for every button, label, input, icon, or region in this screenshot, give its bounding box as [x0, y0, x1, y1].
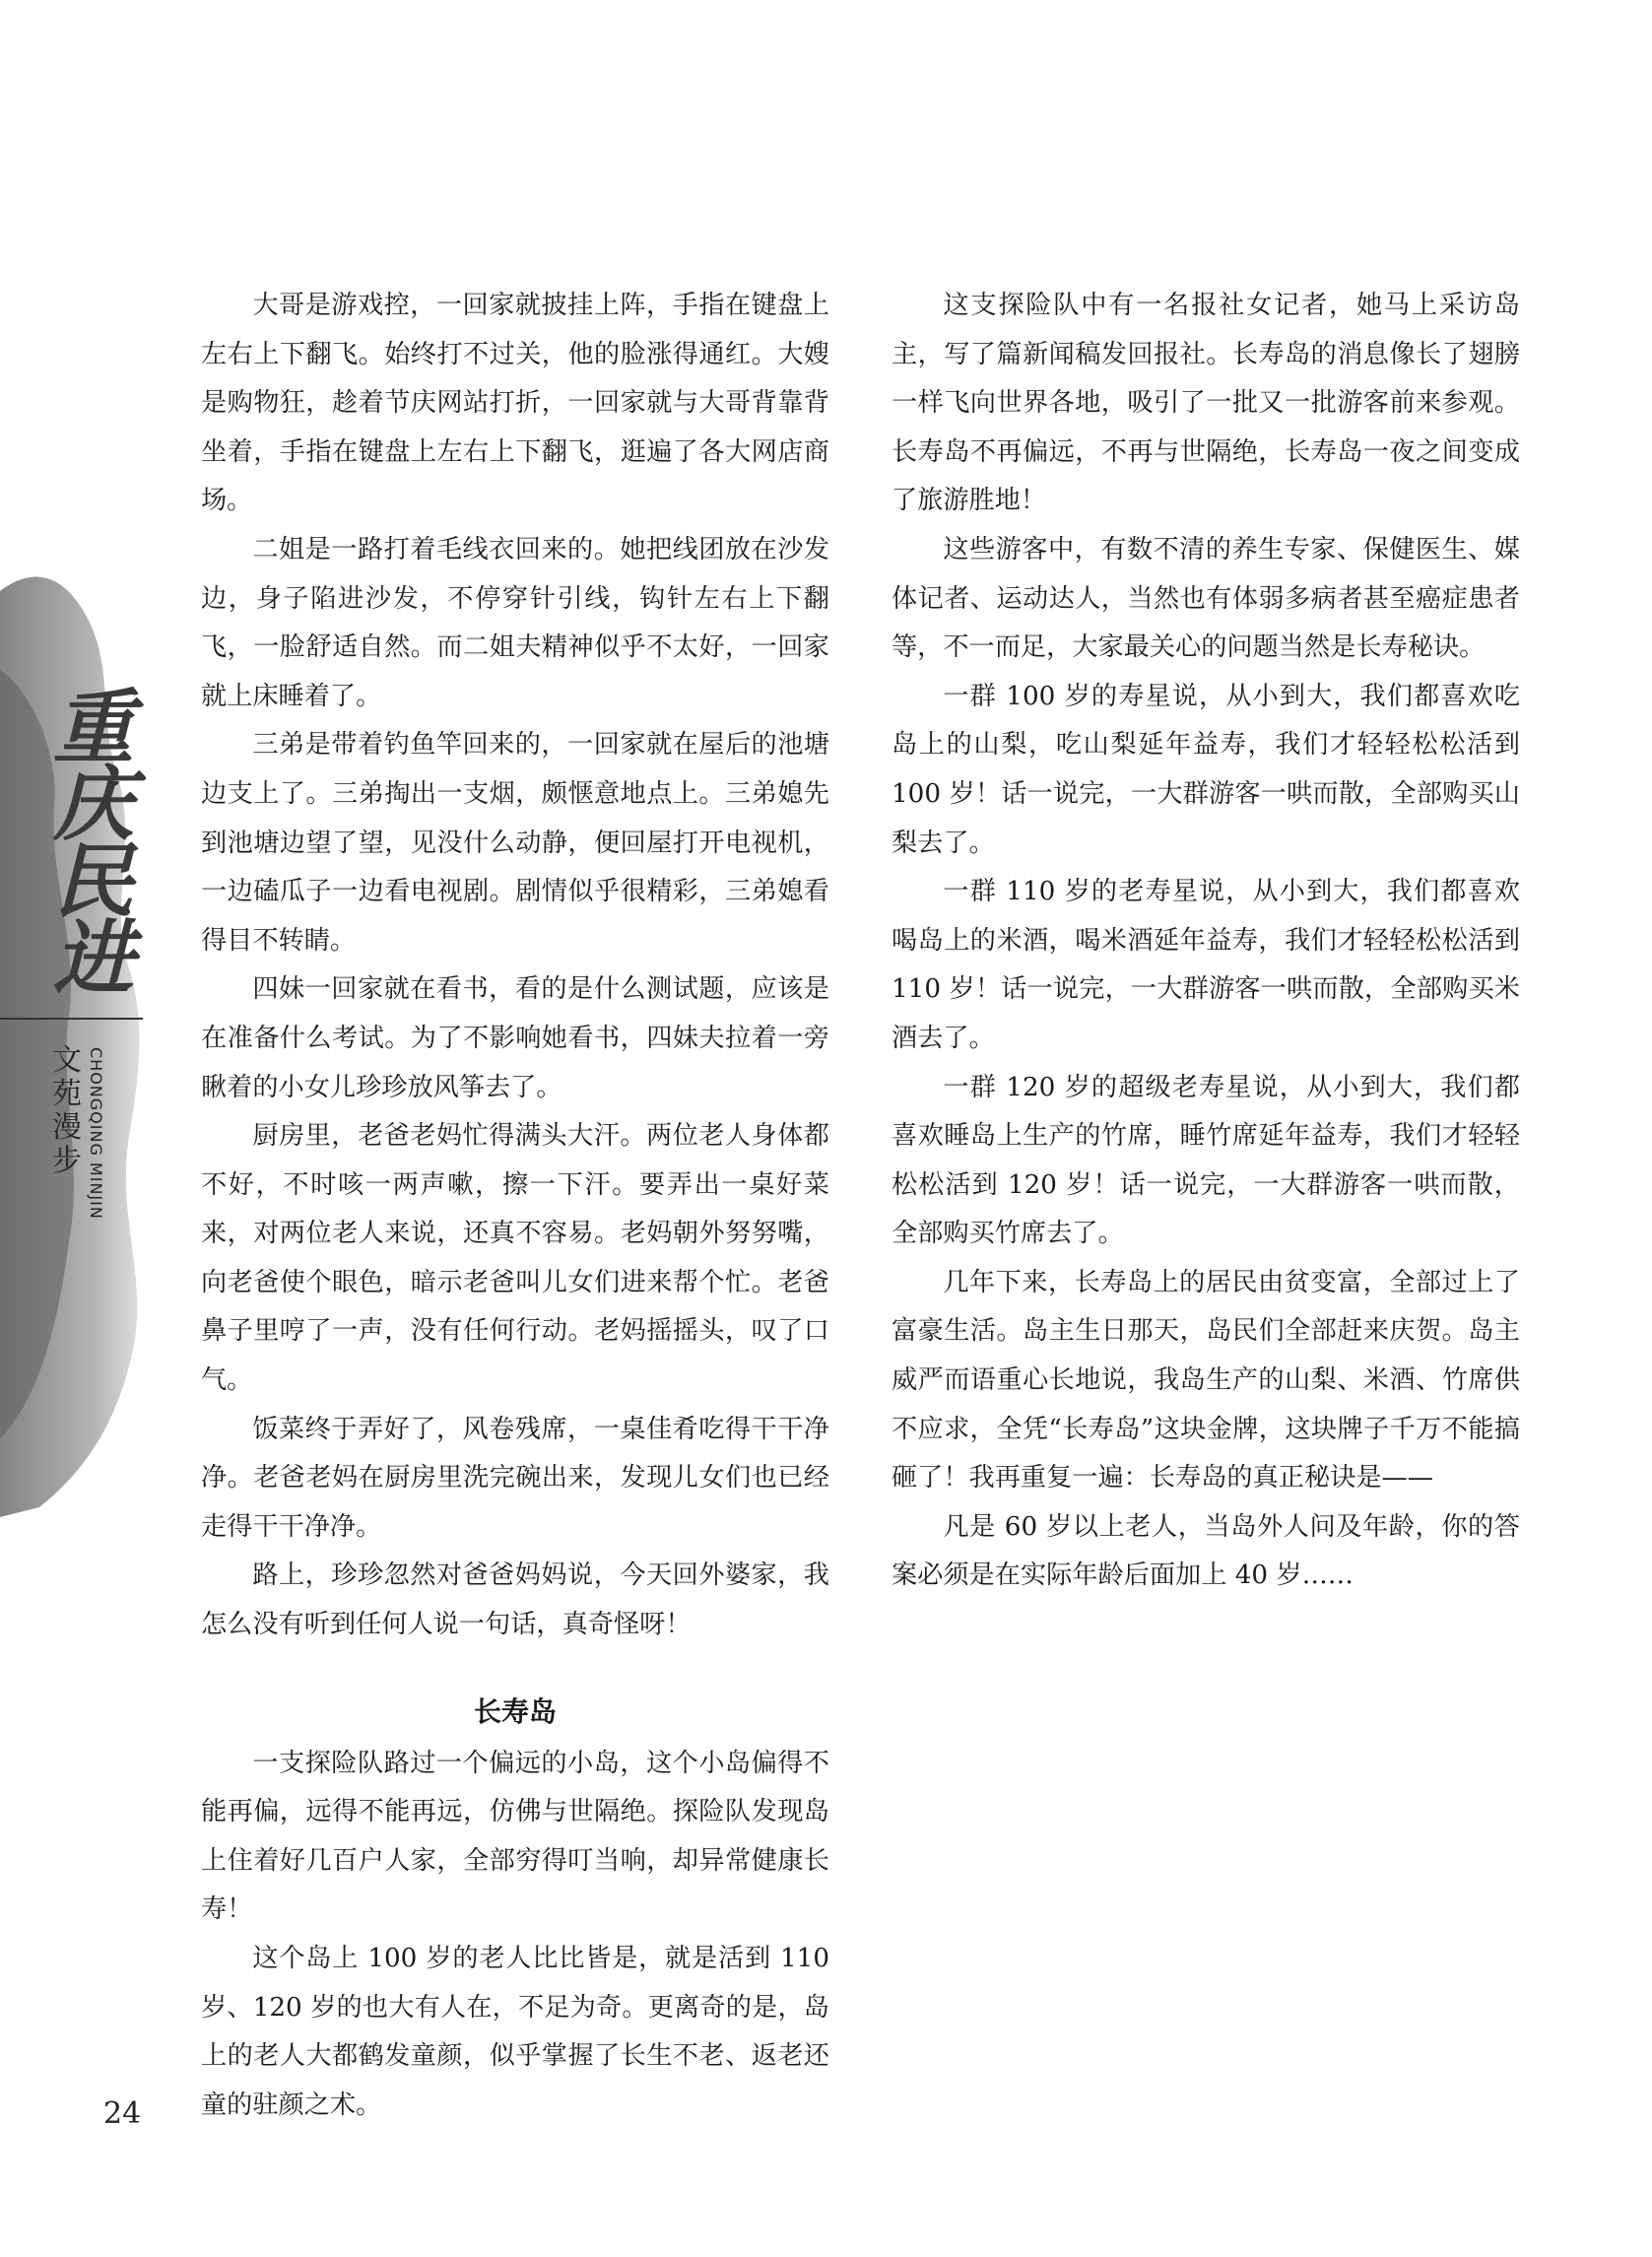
paragraph: 三弟是带着钓鱼竿回来的，一回家就在屋后的池塘边支上了。三弟掏出一支烟，颇惬意地点上。三弟媳先到池塘边望了望，见没什么动静，便回屋打开电视机，一边磕瓜子一边看电视剧。剧情似乎很精彩，三弟媳看得目不转睛。	[201, 730, 829, 956]
paragraph: 一群 100 岁的寿星说，从小到大，我们都喜欢吃岛上的山梨，吃山梨延年益寿，我们才轻轻松松活到 100 岁！话一说完，一大群游客一哄而散，全部购买山梨去了。	[892, 681, 1520, 858]
paragraph: 这个岛上 100 岁的老人比比皆是，就是活到 110 岁、120 岁的也大有人在，不足为奇。更离奇的是，岛上的老人大都鹤发童颜，似乎掌握了长生不老、返老还童的驻颜之术。	[201, 1944, 829, 2120]
magazine-title-char: 民	[53, 834, 134, 929]
paragraph: 这支探险队中有一名报社女记者，她马上采访岛主，写了篇新闻稿发回报社。长寿岛的消息像长了翅膀一样飞向世界各地，吸引了一批又一批游客前来参观。长寿岛不再偏远，不再与世隔绝，长寿岛一夜之间变成了旅游胜地！	[892, 291, 1520, 516]
english-magazine-name: CHONGQING MINJIN	[87, 1047, 105, 1220]
paragraph: 几年下来，长寿岛上的居民由贫变富，全部过上了富豪生活。岛主生日那天，岛民们全部赶来庆贺。岛主威严而语重心长地说，我岛生产的山梨、米酒、竹席供不应求，全凭“长寿岛”这块金牌，这块牌子千万不能搞砸了！我再重复一遍：长寿岛的真正秘诀是——	[892, 1267, 1520, 1494]
magazine-title-char: 庆	[53, 758, 134, 852]
paragraph: 二姐是一路打着毛线衣回来的。她把线团放在沙发边，身子陷进沙发，不停穿针引线，钩针左右上下翻飞，一脸舒适自然。而二姐夫精神似乎不太好，一回家就上床睡着了。	[201, 534, 829, 711]
title-divider	[0, 1018, 143, 1020]
paragraph: 这些游客中，有数不清的养生专家、保健医生、媒体记者、运动达人，当然也有体弱多病者甚至癌症患者等，不一而足，大家最关心的问题当然是长寿秘诀。	[892, 534, 1520, 663]
magazine-title-char: 进	[53, 911, 134, 1006]
paragraph: 一支探险队路过一个偏远的小岛，这个小岛偏得不能再偏，远得不能再远，仿佛与世隔绝。探险队发现岛上住着好几百户人家，全部穷得叮当响，却异常健康长寿！	[201, 1748, 829, 1925]
right-column	[892, 282, 1520, 1601]
page-number: 24	[103, 2096, 142, 2131]
column-label-char: 步	[52, 1144, 82, 1178]
paragraph: 凡是 60 岁以上老人，当岛外人问及年龄，你的答案必须是在实际年龄后面加上 40 岁……	[892, 1511, 1520, 1591]
paragraph: 厨房里，老爸老妈忙得满头大汗。两位老人身体都不好，不时咳一两声嗽，擦一下汗。要弄出一桌好菜来，对两位老人来说，还真不容易。老妈朝外努努嘴，向老爸使个眼色，暗示老爸叫儿女们进来帮个忙。老爸鼻子里哼了一声，没有任何行动。老妈摇摇头，叹了口气。	[201, 1121, 829, 1396]
paragraph: 一群 120 岁的超级老寿星说，从小到大，我们都喜欢睡岛上生产的竹席，睡竹席延年益寿，我们才轻轻松松活到 120 岁！话一说完，一大群游客一哄而散，全部购买竹席去了。	[892, 1072, 1520, 1249]
left-column	[201, 282, 829, 2130]
paragraph: 一群 110 岁的老寿星说，从小到大，我们都喜欢喝岛上的米酒，喝米酒延年益寿，我们才轻轻松松活到 110 岁！话一说完，一大群游客一哄而散，全部购买米酒去了。	[892, 877, 1520, 1053]
magazine-title-char: 重	[53, 681, 134, 775]
column-label-char: 漫	[52, 1110, 82, 1145]
column-label-char: 苑	[52, 1077, 82, 1111]
paragraph: 大哥是游戏控，一回家就披挂上阵，手指在键盘上左右上下翻飞。始终打不过关，他的脸涨得通红。大嫂是购物狂，趁着节庆网站打折，一回家就与大哥背靠背坐着，手指在键盘上左右上下翻飞，逛遍了各大网店商场。	[201, 291, 829, 516]
column-label-char: 文	[52, 1043, 82, 1078]
section-title: 长寿岛	[473, 1694, 557, 1728]
magazine-title	[39, 681, 148, 1006]
column-label	[49, 1044, 85, 1178]
paragraph: 四妹一回家就在看书，看的是什么测试题，应该是在准备什么考试。为了不影响她看书，四妹夫拉着一旁瞅着的小女儿珍珍放风筝去了。	[201, 974, 829, 1102]
paragraph: 路上，珍珍忽然对爸爸妈妈说，今天回外婆家，我怎么没有听到任何人说一句话，真奇怪呀！	[201, 1560, 829, 1640]
paragraph: 饭菜终于弄好了，风卷残席，一桌佳肴吃得干干净净。老爸老妈在厨房里洗完碗出来，发现儿女们也已经走得干干净净。	[201, 1414, 829, 1542]
